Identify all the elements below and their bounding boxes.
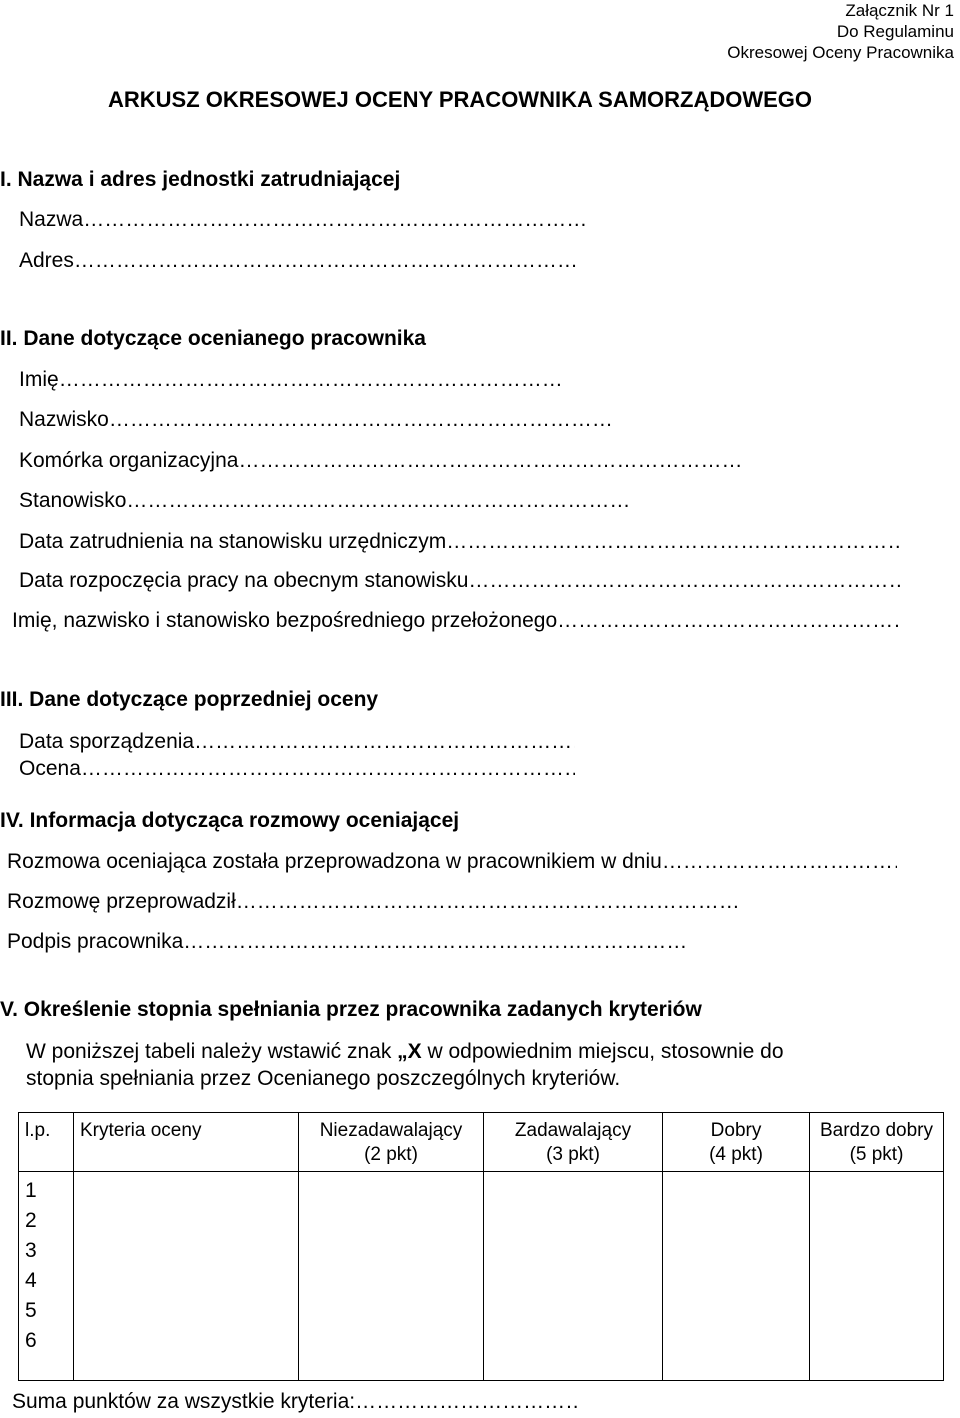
last-name-dots	[109, 408, 919, 432]
hire-date-dots	[446, 530, 903, 554]
first-name-label: Imię	[19, 368, 59, 391]
satisfactory-cell[interactable]	[484, 1172, 663, 1381]
address-label: Adres	[19, 249, 74, 272]
unit-dots	[238, 449, 923, 473]
supervisor-field[interactable]	[12, 609, 900, 633]
instruction-text-end: w odpowiednim miejscu, stosownie do	[421, 1040, 784, 1063]
conducted-by-field[interactable]	[7, 890, 897, 914]
col-good-points: (4 pkt)	[709, 1144, 763, 1165]
prev-date-dots	[194, 730, 575, 754]
prev-grade-dots	[81, 757, 575, 781]
section-2-heading: II. Dane dotyczące ocenianego pracownika	[0, 327, 426, 350]
hire-date-label: Data zatrudnienia na stanowisku urzędniczym	[19, 530, 447, 553]
section-4-heading: IV. Informacja dotycząca rozmowy oceniającej	[0, 809, 460, 832]
last-name-label: Nazwisko	[19, 408, 109, 431]
col-satisfactory-label: Zadawalający	[514, 1120, 632, 1141]
last-name-field[interactable]	[19, 408, 919, 432]
unit-field[interactable]	[19, 449, 923, 473]
signature-label: Podpis pracownika	[7, 930, 184, 953]
row-number: 6	[25, 1329, 37, 1352]
col-very-good	[810, 1113, 944, 1172]
row-numbers-cell	[19, 1172, 74, 1381]
start-date-dots	[468, 569, 903, 593]
criteria-cell[interactable]	[74, 1172, 299, 1381]
instruction-text-start: W poniższej tabeli należy wstawić znak	[26, 1040, 398, 1063]
annex-line-2: Do Regulaminu	[836, 22, 954, 41]
col-unsatisfactory-label: Niezadawalający	[319, 1120, 463, 1141]
interview-date-dots	[662, 850, 897, 874]
unit-label: Komórka organizacyjna	[19, 449, 239, 472]
supervisor-dots	[557, 609, 900, 633]
name-label: Nazwa	[19, 208, 84, 231]
signature-field[interactable]	[7, 930, 887, 954]
col-lp: l.p.	[19, 1113, 74, 1172]
document-title: ARKUSZ OKRESOWEJ OCENY PRACOWNIKA SAMORZĄDOWEGO	[108, 87, 813, 112]
prev-grade-label: Ocena	[19, 757, 81, 780]
row-number: 3	[25, 1239, 37, 1262]
first-name-dots	[59, 368, 919, 392]
section-1-heading: I. Nazwa i adres jednostki zatrudniającej	[0, 168, 401, 191]
supervisor-label: Imię, nazwisko i stanowisko bezpośredniego przełożonego	[12, 609, 558, 632]
instruction-line-1	[26, 1038, 784, 1065]
section-3-heading: III. Dane dotyczące poprzedniej oceny	[0, 688, 379, 711]
instruction-line-2: stopnia spełniania przez Ocenianego poszczególnych kryteriów.	[26, 1067, 621, 1090]
annex-line-3: Okresowej Oceny Pracownika	[727, 43, 954, 62]
first-name-field[interactable]	[19, 368, 919, 392]
col-criteria: Kryteria oceny	[74, 1113, 299, 1172]
section-5-heading: V. Określenie stopnia spełniania przez pracownika zadanych kryteriów	[0, 998, 702, 1021]
start-date-label: Data rozpoczęcia pracy na obecnym stanowisku	[19, 569, 469, 592]
position-label: Stanowisko	[19, 489, 127, 512]
unsatisfactory-cell[interactable]	[299, 1172, 484, 1381]
interview-date-label: Rozmowa oceniająca została przeprowadzona w pracownikiem w dniu	[7, 850, 662, 873]
col-very-good-points: (5 pkt)	[849, 1144, 904, 1165]
prev-date-field[interactable]	[19, 730, 575, 754]
conducted-by-label: Rozmowę przeprowadził	[7, 890, 236, 913]
good-cell[interactable]	[663, 1172, 810, 1381]
hire-date-field[interactable]	[19, 530, 903, 554]
conducted-by-dots	[236, 890, 897, 914]
prev-grade-field[interactable]	[19, 757, 575, 781]
col-unsatisfactory-points: (2 pkt)	[364, 1144, 418, 1165]
prev-date-label: Data sporządzenia	[19, 730, 195, 753]
total-points-dots	[355, 1390, 580, 1414]
criteria-table	[18, 1112, 944, 1381]
address-field[interactable]	[19, 249, 905, 273]
total-points-field[interactable]	[12, 1390, 580, 1414]
very-good-cell[interactable]	[810, 1172, 944, 1381]
col-good-label: Dobry	[710, 1120, 762, 1141]
start-date-field[interactable]	[19, 569, 903, 593]
instruction-paragraph	[26, 1038, 784, 1092]
row-number: 2	[25, 1209, 37, 1232]
signature-dots	[183, 930, 887, 954]
annex-line-1: Załącznik Nr 1	[845, 1, 954, 20]
position-dots	[126, 489, 923, 513]
name-field[interactable]	[19, 208, 909, 232]
row-number: 4	[25, 1269, 37, 1292]
col-good	[663, 1113, 810, 1172]
col-unsatisfactory	[299, 1113, 484, 1172]
annex-header	[727, 0, 954, 63]
col-satisfactory	[484, 1113, 663, 1172]
row-number: 5	[25, 1299, 37, 1322]
col-very-good-label: Bardzo dobry	[819, 1120, 933, 1141]
row-number: 1	[25, 1179, 37, 1202]
col-satisfactory-points: (3 pkt)	[546, 1144, 600, 1165]
address-dots	[74, 249, 905, 273]
table-body-row	[19, 1172, 944, 1381]
position-field[interactable]	[19, 489, 923, 513]
total-points-label: Suma punktów za wszystkie kryteria:	[12, 1390, 356, 1413]
table-header-row	[19, 1113, 944, 1172]
instruction-x-mark: „X	[397, 1040, 422, 1063]
interview-date-field[interactable]	[7, 850, 897, 874]
name-dots	[83, 208, 909, 232]
